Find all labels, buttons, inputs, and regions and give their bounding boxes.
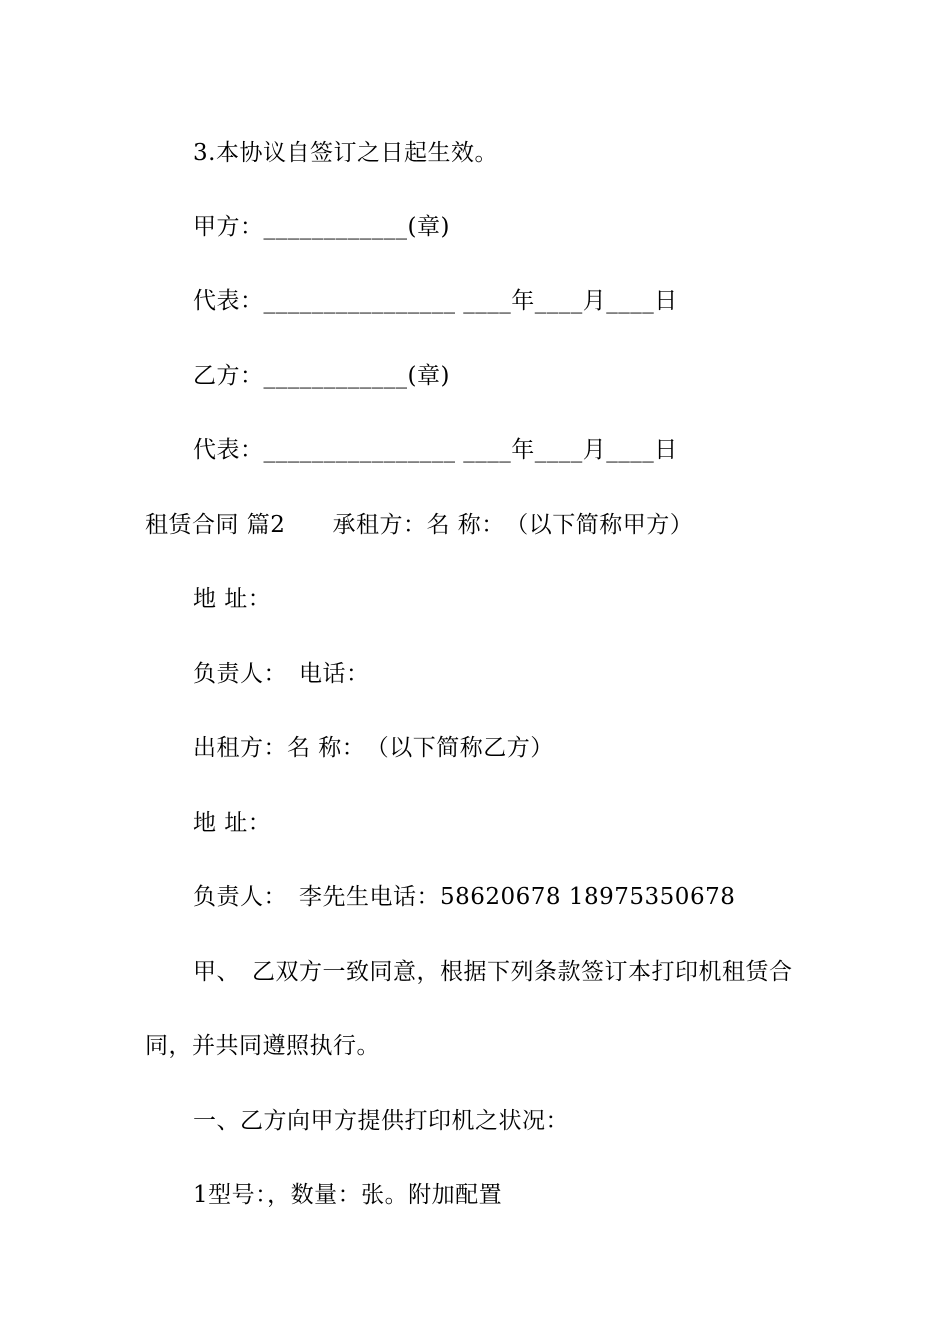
agreement-paragraph-line-2: 同，并共同遵照执行。: [145, 1033, 380, 1059]
party-a-representative-date-line: 代表：________________ ____年____月____日: [193, 288, 678, 314]
section-one-heading: 一、乙方向甲方提供打印机之状况：: [193, 1108, 569, 1134]
party-b-signature-line: 乙方：____________(章): [193, 363, 450, 389]
lessor-address: 地 址：: [193, 810, 272, 836]
lessor-name: 出租方：名 称： （以下简称乙方）: [193, 735, 554, 761]
party-b-representative-date-line: 代表：________________ ____年____月____日: [193, 437, 678, 463]
lessee-contact: 负责人： 电话：: [193, 661, 370, 687]
agreement-paragraph-line-1: 甲、 乙双方一致同意，根据下列条款签订本打印机租赁合: [193, 959, 793, 985]
party-a-signature-line: 甲方：____________(章): [193, 214, 450, 240]
clause-effective-date: 3.本协议自签订之日起生效。: [193, 140, 498, 166]
printer-model-item: 1型号：，数量：张。附加配置: [193, 1182, 503, 1208]
lessee-address: 地 址：: [193, 586, 272, 612]
contract-2-heading-lessee: 租赁合同 篇2 承租方：名 称： （以下简称甲方）: [145, 512, 694, 538]
lessor-contact: 负责人： 李先生电话：58620678 18975350678: [193, 884, 736, 910]
